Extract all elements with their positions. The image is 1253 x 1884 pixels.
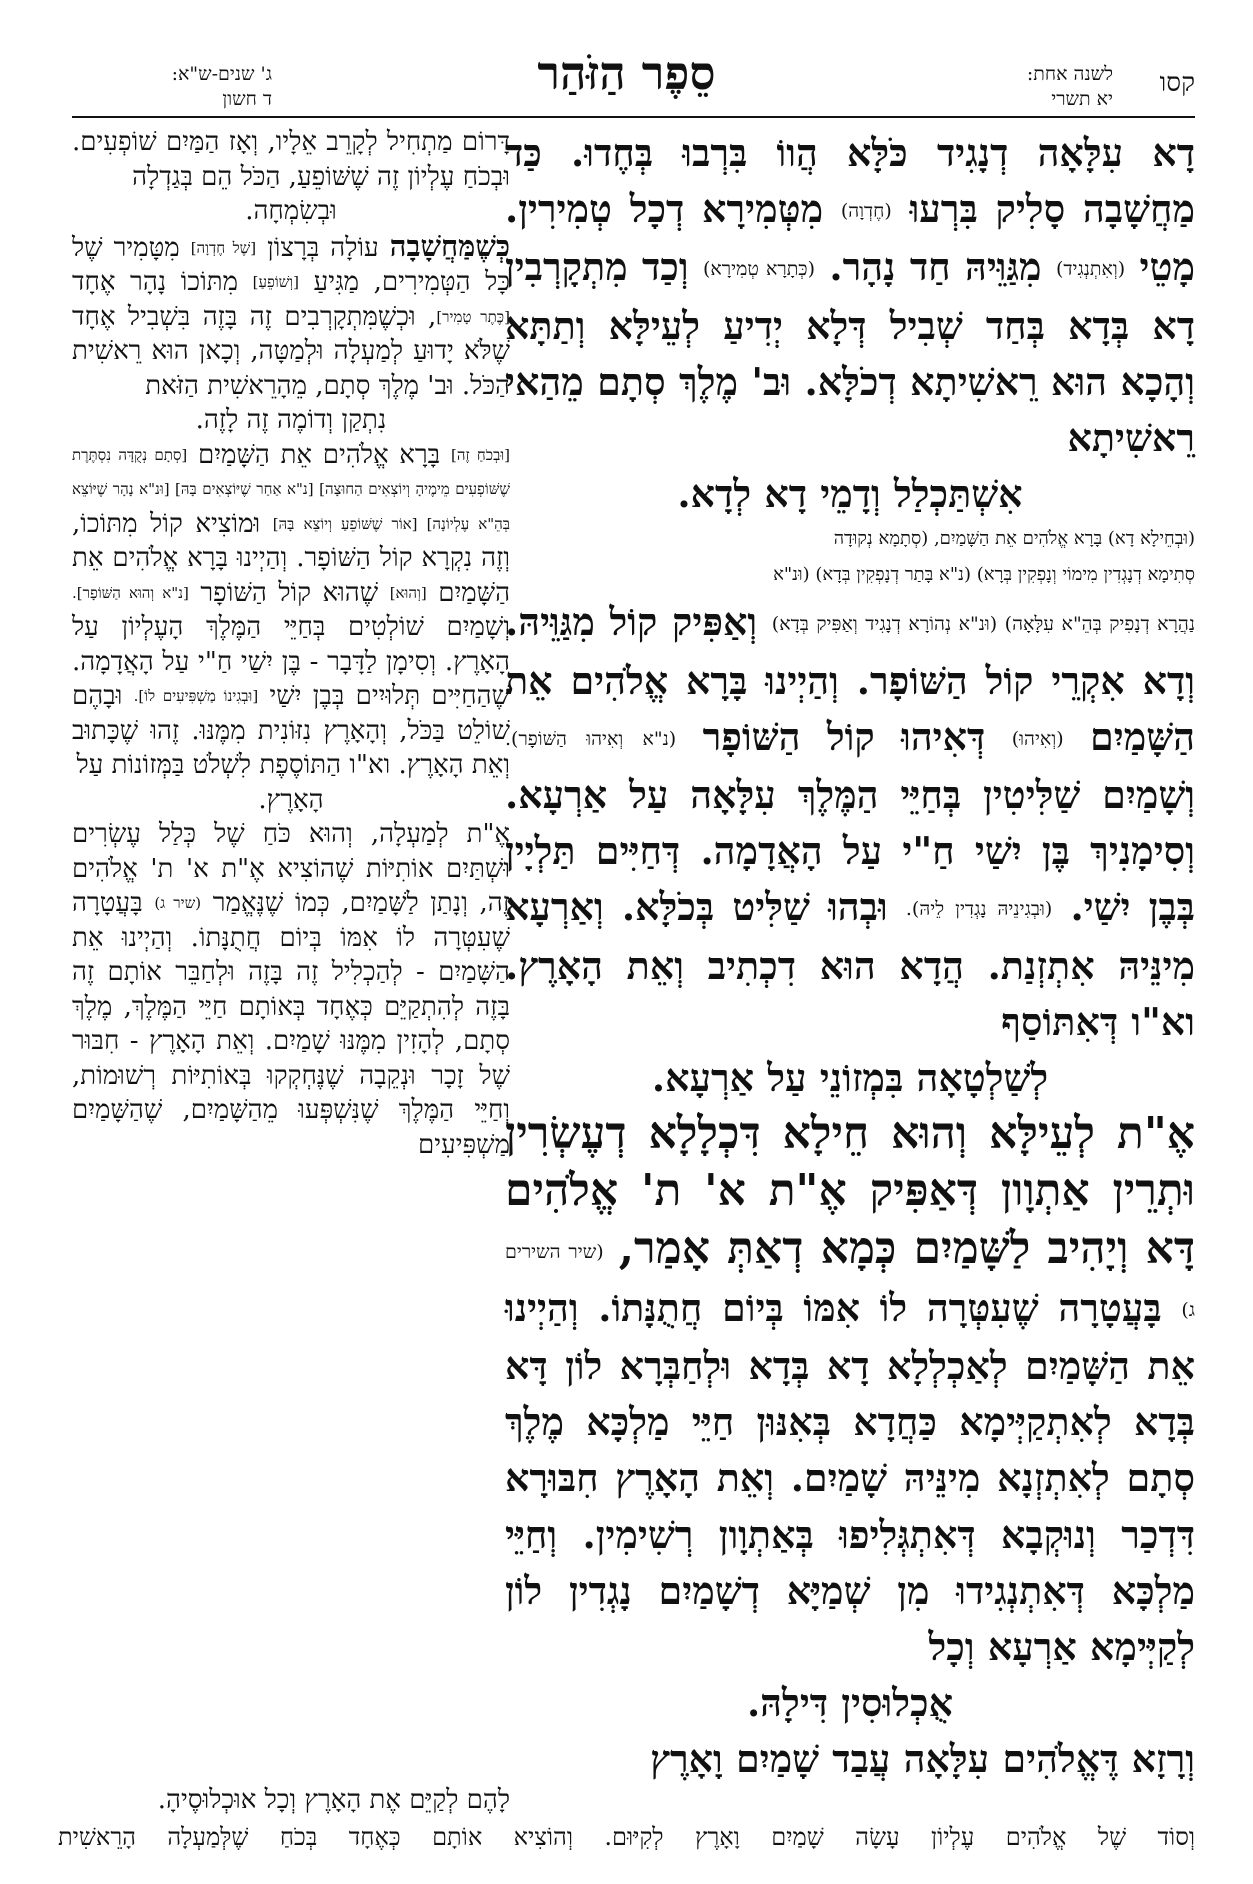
side-note: [וּבְגִינוֹ מַשְׁפִּיעִים לוֹ].: [133, 687, 259, 705]
main-column: [505, 125, 1195, 1788]
main-paragraph-3: [505, 1106, 1195, 1675]
main-text: קוֹל מִגַּוֵּיהּ. וְדָא אִקְרֵי קוֹל הַשּׁוֹפָר. וְהַיְינוּ בָּרָא אֱלֹהִים אֵת הַשָּׁמַיִם: [505, 599, 1196, 759]
main-text: וְאַפִּיק: [672, 599, 758, 645]
book-title: סֵפֶר הַזֹּהַר: [537, 46, 716, 100]
header-left: [72, 62, 272, 112]
main-note: (כְּתָרָא טְמִירָא): [702, 258, 816, 281]
main-note: (וְאִיהוּ): [1011, 727, 1064, 750]
side-note: [וְהוּא]: [389, 583, 427, 602]
side-text: בָּעֲטָרָה שֶׁעִטְּרָה לוֹ אִמּוֹ בְּיוֹם חֲתֻנָּתוֹ. וְהַיְינוּ אֵת הַשָּׁמַיִם - לְהַכְלִיל זֶה בָּזֶה וּלְחַבֵּר אוֹתָם זֶה בָּזֶה לְהִתְקַיֵּם כְּאֶחָד בְּאוֹתָם חַיֵּי הַמֶּלֶךְ, מֶלֶךְ סְתָם, לְהָזִין מִמֶּנּוּ שָׁמַיִם. וְאֵת הָאָרֶץ - חִבּוּר שֶׁל זָכָר וּנְקֵבָה שֶׁנֶּחְקְקוּ בְּאוֹתִיּוֹת רְשׁוּמוֹת, וְחַיֵּי הַמֶּלֶךְ שֶׁנִּשְׁפְּעוּ מֵהַשָּׁמַיִם, שֶׁהַשָּׁמַיִם מַשְׁפִּיעִים: [72, 888, 510, 1160]
main-text: אֶ"ת לְעֵילָּא וְהוּא חֵילָא דִּכְלָלָא דְעֶשְׂרִין וּתְרֵין אַתְוָון דְּאַפִּיק אֶ"ת א' ת' אֱלֹהִים דָּא וְיָהִיב לַשָּׁמַיִם כְּמָא דְאַתְּ אָמַר,: [505, 1108, 1195, 1274]
main-text: וְכַד מִתְקָרְבִין דָא בְּדָא בְּחַד שְׁבִיל דְּלָא יְדִיעַ לְעֵילָּא וְתַתָּא וְהָכָא הוּא רֵאשִׁיתָא דְכֹלָּא. וּב' מֶלֶךְ סְתָם מֵהַאי רֵאשִׁיתָא: [505, 244, 1195, 461]
main-text: וְשָׁמַיִם שַׁלִּיטִין בְּחַיֵּי הַמֶּלֶךְ עִלָּאָה עַל אַרְעָא. וְסִימָנִיךְ בֶּן יִשַׁי חַ"י עַל הָאֲדָמָה. דְּחַיִּים תַּלְיָין בְּבֶן יִשַׁי.: [505, 772, 1195, 930]
main-note: נַהֲרָא דְנָפִיק בְּהֵ"א עִלָּאָה) (וּנ"א נְהוֹרָא דְנָגִיד וְאַפִּיק בְּדָא): [771, 613, 1195, 636]
page-number: קסו: [1159, 68, 1195, 98]
side-note: [שֶׁל חֶדְוָה]: [190, 238, 257, 257]
main-note: (חֶדְוָה): [840, 200, 892, 223]
main-small-line-2: סְתִימָא דְנָגְדִין מִימוֹי וְנָפְקִין בְּרָא) (נ"א בָּתַר דְנָפְקִין בְּדָא) (וּנ"א: [773, 564, 1195, 586]
side-paragraph-1: דָּרוֹם מַתְחִיל לְקָרֵב אֵלָיו, וְאָז הַמַּיִם שׁוֹפְעִים. וּבְכֹחַ עֶלְיוֹן זֶה שֶׁשּׁוֹפֵעַ, הַכֹּל הֵם בְּגַדְלָה: [72, 127, 510, 192]
side-note: [וְשׁוֹפֵעַ]: [252, 273, 299, 291]
header-right-line2: יא תשרי: [1051, 88, 1113, 110]
side-paragraph-1-last: וּבְשִׂמְחָה.: [245, 196, 337, 226]
side-note: (שיר ג): [154, 894, 202, 912]
side-text: שֶׁהוּא קוֹל הַשּׁוֹפָר: [200, 577, 379, 608]
side-text: עוֹלָה בְּרָצוֹן: [267, 232, 379, 263]
main-note: (שיר השירים ג): [505, 1240, 1195, 1321]
main-paragraph-1-last: אִשְׁתַּכְלַל וְדָמֵי דָא לְדָא.: [677, 471, 1023, 517]
side-note: [סְתָם נְקֻדָּה נִסְתֶּרֶת שֶׁשּׁוֹפְעִים מֵימֶיהָ וְיוֹצְאִים הַחוּצָה] [נ"א אַחַר שֶׁיּוֹצְאִים בָּהּ] [וּנ"א נָהָר שֶׁיּוֹצֵא בְּהֵ"א עֶלְיוֹנָה] [אוֹר שֶׁשּׁוֹפֵעַ וְיוֹצֵא בָּהּ]: [72, 445, 511, 533]
main-note: (וְאִתְנְגִיד): [1055, 258, 1126, 281]
main-paragraph-1: [505, 125, 1195, 466]
side-bottom-line: לָהֶם לְקַיֵּם אֶת הָאָרֶץ וְכָל אוּכְלוּסֶיהָ.: [157, 1785, 510, 1815]
header-right-line1: לשנה אחת:: [1026, 63, 1113, 85]
main-paragraph-2: [505, 594, 1195, 1050]
main-paragraph-4: וְרָזָא דֶּאֱלֹהִים עִלָּאָה עֲבַד שָׁמַיִם וָאָרֶץ: [650, 1736, 1195, 1782]
side-paragraph-3: [72, 438, 510, 783]
side-text: מִטָּמִיר שֶׁל כָּל הַטְּמִירִים, מַגִּיעַ: [72, 232, 511, 297]
main-text: בָּעֲטָרָה שֶׁעִטְּרָה לוֹ אִמּוֹ בְּיוֹם חֲתֻנָּתוֹ. וְהַיְינוּ אֵת הַשָּׁמַיִם לְאַכְלְלָא דָא בְּדָא וּלְחַבְּרָא לוֹן דָּא בְּדָא לְאִתְקַיְּימָא כַּחֲדָא בְּאִנּוּן חַיֵּי מַלְכָּא מֶלֶךְ סְתָם לְאִתְזְנָא מִינֵּיהּ שָׁמַיִם. וְאֵת הָאָרֶץ חִבּוּרָא דִּדְכַר וְנוּקְבָא דְּאִתְגְּלִיפוּ בְּאַתְוָון רְשִׁימִין. וְחַיֵּי מַלְכָּא דְּאִתְנְגִידוּ מִן שְׁמַיָּא דְשָׁמַיִם נָגְדִין לוֹן לְקַיְּימָא אַרְעָא וְכָל: [505, 1284, 1195, 1670]
main-text: מִגַּוֵּיהּ חַד נָהָר.: [829, 244, 1042, 290]
main-text: וּבְהוּ שַׁלִּיט בְּכֹלָּא. וְאַרְעָא מִינֵּיהּ אִתְזְנַת. הֲדָא הוּא דִכְתִיב וְאֵת הָאָרֶץ. וא"ו דְּאִתּוֹסַף: [505, 884, 1195, 1044]
main-note: (וּבְגִינֵיהּ נָגְדִין לֵיהּ).: [905, 898, 1053, 921]
main-text: מִטְּמִירָא דְכָל טְמִירִין. מָטֵי: [505, 186, 1195, 290]
header-left-line1: ג' שנים-ש"א:: [171, 63, 272, 85]
main-text: דְּאִיהוּ קוֹל הַשּׁוֹפָר: [702, 713, 986, 759]
side-paragraph-2-last: נִתְקַן וְדוֹמֶה זֶה לָזֶה.: [195, 405, 387, 435]
main-small-line-1: (וּבְחֵילָא דָא) בָּרָא אֱלֹהִים אֵת הַשָּׁמַיִם, (סְתָמָא נְקוּדָה: [833, 528, 1195, 550]
side-note: [וּבְכֹחַ זֶה]: [450, 445, 511, 464]
side-note: [כֶּתֶר טָמִיר]: [436, 307, 510, 326]
side-text: וּמוֹצִיא קוֹל מִתּוֹכוֹ, וְזֶה נִקְרָא קוֹל הַשּׁוֹפָר. וְהַיְינוּ בָּרָא אֱלֹהִים אֵת הַשָּׁמַיִם: [72, 508, 511, 608]
side-lead-word: כְּשֶׁמַּחֲשָׁבָה: [389, 228, 511, 263]
side-text: אֶ"ת לְמַעְלָה, וְהוּא כֹּחַ שֶׁל כְּלַל עֶשְׂרִים וּשְׁתַּיִם אוֹתִיּוֹת שֶׁהוֹצִיא אֶ"ת א' ת' אֱלֹהִים זֶה, וְנָתַן לַשָּׁמַיִם, כְּמוֹ שֶׁנֶּאֱמַר: [72, 819, 510, 918]
side-text: וְשָׁמַיִם שׁוֹלְטִים בְּחַיֵּי הַמֶּלֶךְ הָעֶלְיוֹן עַל הָאָרֶץ. וְסִימָן לַדָּבָר - בֶּן יִשַׁי חַ"י עַל הָאֲדָמָה. שֶׁהַחַיִּים תְּלוּיִים בְּבֶן יִשַׁי: [72, 612, 511, 711]
side-text: בָּרָא אֱלֹהִים אֵת הַשָּׁמַיִם: [198, 439, 441, 470]
page-bottom-line: וְסוֹד שֶׁל אֱלֹהִים עֶלְיוֹן עָשָׂה שָׁמַיִם וָאָרֶץ לְקִיּוּם. וְהוֹצִיא אוֹתָם כְּאֶחָד בְּכֹחַ שֶׁלְּמַעְלָה הָרֵאשִׁית: [58, 1823, 1195, 1851]
side-text: מִתּוֹכוֹ נָהָר אֶחָד: [72, 267, 239, 297]
side-paragraph-2: [72, 229, 510, 404]
side-text: , וּכְשֶׁמִּתְקָרְבִים זֶה בָּזֶה בִּשְׁבִיל אֶחָד שֶׁלֹּא יָדוּעַ לְמַעְלָה וּלְמַטָּה, וְכָאן הוּא רֵאשִׁית הַכֹּל. וּב' מֶלֶךְ סְתָם, מֵהָרֵאשִׁית הַזֹּאת: [72, 301, 510, 401]
translation-column: [72, 125, 510, 1162]
side-text: וּבָהֶם שׁוֹלֵט בַּכֹּל, וְהָאָרֶץ נִזּוֹנִית מִמֶּנּוּ. זֶהוּ שֶׁכָּתוּב וְאֵת הָאָרֶץ. וא"ו הַתּוֹסֶפֶת לִשְׁלֹט בַּמְּזוֹנוֹת עַל: [72, 681, 510, 780]
main-text: דָא עִלָּאָה דְנָגִיד כֹּלָּא הֲווֹ בִּרְבוּ בְּחֶדוּ. כַּד מַחֲשָׁבָה סָלִיק בִּרְעוּ: [505, 130, 1195, 232]
side-note: [נ"א וְהוּא הַשּׁוֹפָר].: [72, 583, 189, 602]
main-note: (נ"א וְאִיהוּ הַשּׁוֹפָר).: [505, 727, 677, 750]
header-left-line2: ד חשון: [222, 88, 272, 110]
side-paragraph-3-last: הָאָרֶץ.: [258, 784, 324, 815]
main-paragraph-3-last: אֻכְלוּסִין דִּילָהּ.: [746, 1680, 954, 1726]
main-paragraph-2-last: לְשַׁלְטָאָה בִּמְזוֹנֵי עַל אַרְעָא.: [651, 1055, 1049, 1101]
header-rule: [72, 116, 1195, 118]
side-paragraph-4: [72, 817, 510, 1162]
